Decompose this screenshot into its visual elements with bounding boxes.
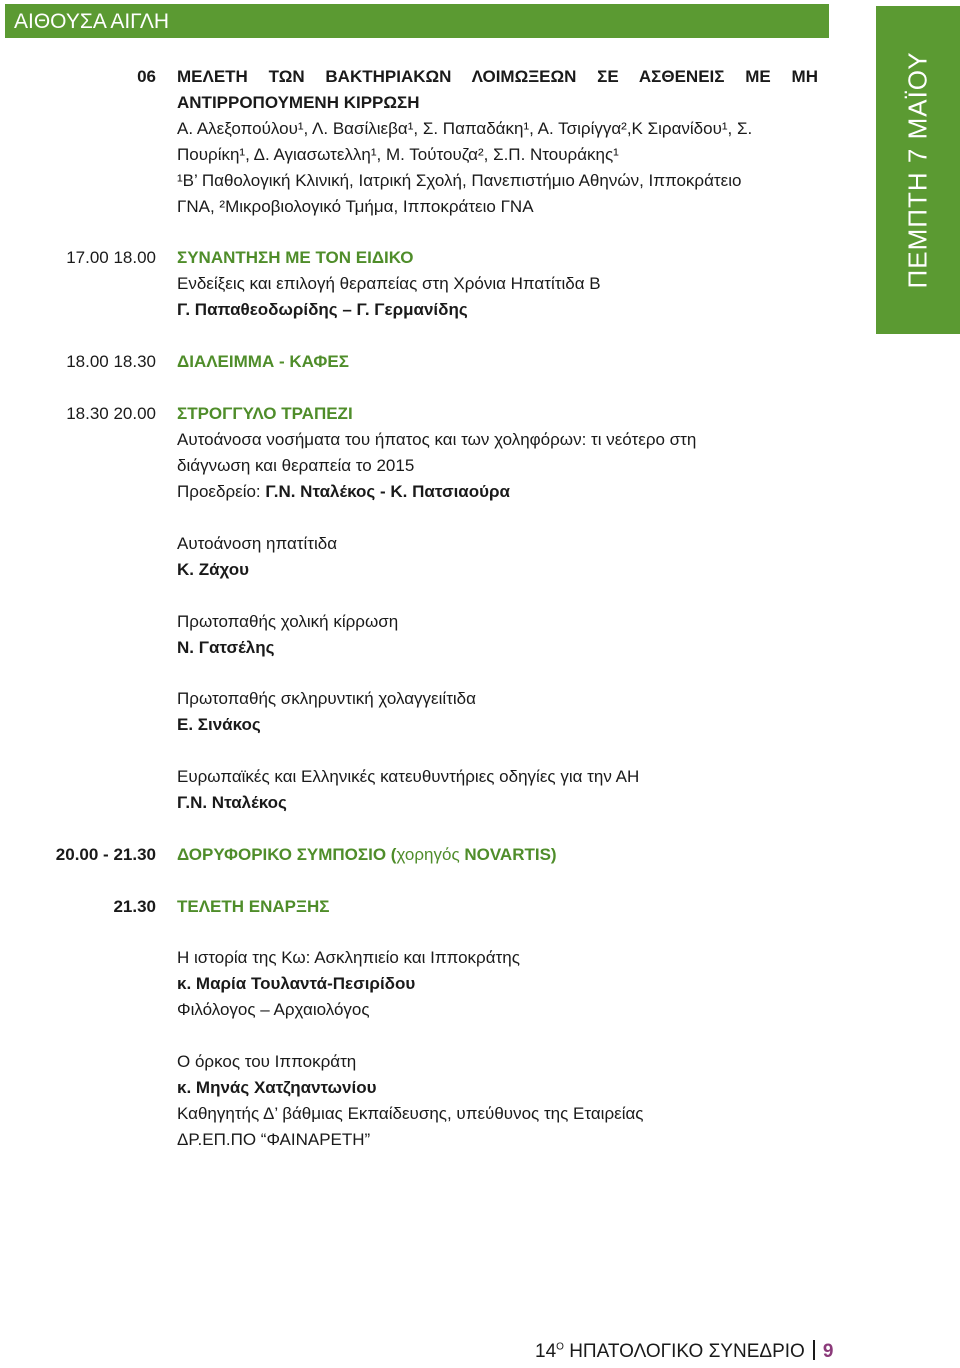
- hall-banner: [5, 4, 829, 38]
- hall-title: ΑΙΘΟΥΣΑ ΑΙΓΛΗ: [14, 10, 170, 33]
- roundtable-topic-line-2: διάγνωση και θεραπεία το 2015: [177, 456, 415, 475]
- roundtable-title: ΣΤΡΟΓΓΥΛΟ ΤΡΑΠΕΖΙ: [177, 404, 353, 423]
- talk-affiliation-line-2: ΓΝΑ, ²Μικροβιολογικό Τμήμα, Ιπποκράτειο ΓΝΑ: [177, 197, 534, 216]
- page-number: 9: [822, 1341, 834, 1362]
- talk-topic: Πρωτοπαθής σκληρυντική χολαγγειίτιδα: [177, 689, 476, 708]
- symposium-sponsor-label: χορηγός: [396, 845, 465, 864]
- roundtable-time: 18.30 20.00: [66, 404, 156, 423]
- opening-title: ΤΕΛΕΤΗ ΕΝΑΡΞΗΣ: [177, 897, 330, 916]
- chairs-names: Γ.Ν. Νταλέκος - Κ. Πατσιαούρα: [265, 482, 510, 501]
- talk-speaker: Γ.Ν. Νταλέκος: [177, 793, 287, 812]
- lecture-2-role-line-2: ΔΡ.ΕΠ.ΠΟ “ΦΑΙΝΑΡΕΤΗ”: [177, 1130, 371, 1149]
- symposium-sponsor: NOVARTIS): [464, 845, 557, 864]
- break-time: 18.00 18.30: [66, 352, 156, 371]
- lecture-2-speaker: κ. Μηνάς Χατζηαντωνίου: [177, 1078, 377, 1097]
- footer-congress-title: ΗΠΑΤΟΛΟΓΙΚΟ ΣΥΝΕΔΡΙΟ: [563, 1341, 805, 1362]
- talk-title-line-2: ΑΝΤΙΡΡΟΠΟΥΜΕΝΗ ΚΙΡΡΩΣΗ: [177, 93, 420, 112]
- page-footer: [535, 1340, 833, 1363]
- lecture-1-speaker: κ. Μαρία Τουλαντά-Πεσιρίδου: [177, 974, 416, 993]
- lecture-1-topic: Η ιστορία της Κω: Ασκληπιείο και Ιπποκράτης: [177, 948, 520, 967]
- footer-divider: [813, 1340, 815, 1360]
- lecture-2-topic: Ο όρκος του Ιπποκράτη: [177, 1052, 357, 1071]
- symposium-title: ΔΟΡΥΦΟΡΙΚΟ ΣΥΜΠΟΣΙΟ (: [177, 845, 397, 864]
- roundtable-topic-line-1: Αυτοάνοσα νοσήματα του ήπατος και των χοληφόρων: τι νεότερο στη: [177, 430, 697, 449]
- expert-time: 17.00 18.00: [66, 248, 156, 267]
- symposium-line: [177, 845, 557, 865]
- symposium-time: 20.00 - 21.30: [55, 845, 156, 864]
- day-tab: [876, 6, 960, 334]
- talk-speaker: Ν. Γατσέλης: [177, 638, 275, 657]
- talk-topic: Αυτοάνοση ηπατίτιδα: [177, 534, 338, 553]
- talk-authors-line-1: Α. Αλεξοπούλου¹, Λ. Βασίλιεβα¹, Σ. Παπαδάκη¹, Α. Τσιρίγγα²,Κ Σιρανίδου¹, Σ.: [177, 119, 753, 138]
- expert-topic: Ενδείξεις και επιλογή θεραπείας στη Χρόνια Ηπατίτιδα Β: [177, 274, 601, 293]
- break-title: ΔΙΑΛΕΙΜΜΑ - ΚΑΦΕΣ: [177, 352, 349, 371]
- expert-speakers: Γ. Παπαθεοδωρίδης – Γ. Γερμανίδης: [177, 300, 468, 319]
- expert-title: ΣΥΝΑΝΤΗΣΗ ΜΕ ΤΟΝ ΕΙΔΙΚΟ: [177, 248, 414, 267]
- chairs-label: Προεδρείο:: [177, 482, 266, 501]
- talk-affiliation-line-1: ¹Β’ Παθολογική Κλινική, Ιατρική Σχολή, Πανεπιστήμιο Αθηνών, Ιπποκράτειο: [177, 171, 742, 190]
- talk-authors-line-2: Πουρίκη¹, Δ. Αγιασωτελλη¹, Μ. Τούτουζα², Σ.Π. Ντουράκης¹: [177, 145, 619, 164]
- talk-topic: Ευρωπαϊκές και Ελληνικές κατευθυντήριες οδηγίες για την ΑΗ: [177, 767, 640, 786]
- talk-title-line-1: ΜΕΛΕΤΗ ΤΩΝ ΒΑΚΤΗΡΙΑΚΩΝ ΛΟΙΜΩΞΕΩΝ ΣΕ ΑΣΘΕΝΕΙΣ ΜΕ ΜΗ: [177, 67, 818, 86]
- talk-speaker: Κ. Ζάχου: [177, 560, 250, 579]
- talk-number: 06: [137, 67, 156, 86]
- footer-ordinal: Ο: [556, 1341, 564, 1353]
- lecture-1-role: Φιλόλογος – Αρχαιολόγος: [177, 1000, 370, 1019]
- footer-congress-number: 14: [535, 1341, 557, 1362]
- opening-time: 21.30: [113, 897, 156, 916]
- day-label: ΠΕΜΠΤΗ 7 ΜΑΪΟΥ: [902, 51, 933, 289]
- roundtable-chairs: [177, 482, 510, 502]
- talk-speaker: Ε. Σινάκος: [177, 715, 261, 734]
- talk-topic: Πρωτοπαθής χολική κίρρωση: [177, 612, 399, 631]
- lecture-2-role-line-1: Καθηγητής Δ’ βάθμιας Εκπαίδευσης, υπεύθυνος της Εταιρείας: [177, 1104, 644, 1123]
